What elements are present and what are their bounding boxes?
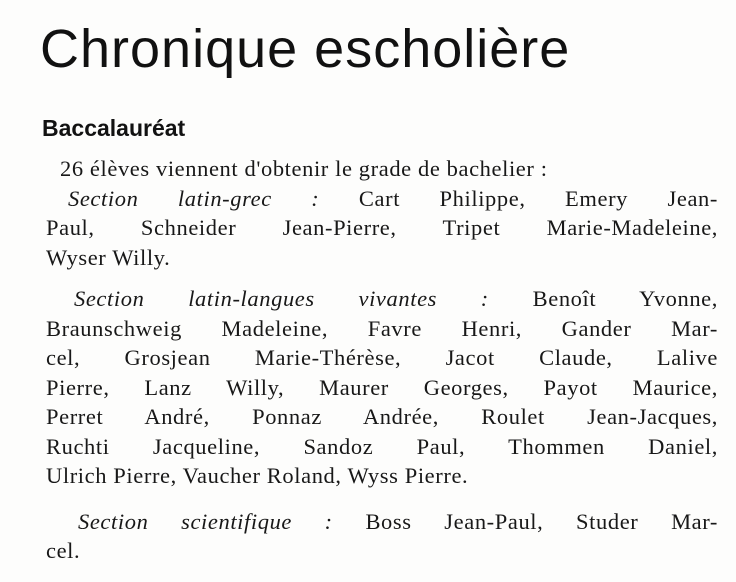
section-langues-line-2: Braunschweig Madeleine, Favre Henri, Gander Mar-: [46, 315, 718, 341]
section-heading: Baccalauréat: [42, 115, 186, 141]
section-scientifique-line-1: [46, 507, 718, 537]
names-text: Benoît Yvonne,: [488, 286, 718, 311]
paragraph-gap: [46, 272, 718, 284]
section-label: Section latin-langues vivantes :: [74, 286, 489, 311]
section-langues-line-5: Perret André, Ponnaz Andrée, Roulet Jean-Jacques,: [46, 404, 718, 429]
section-langues-line-4: Pierre, Lanz Willy, Maurer Georges, Payot Maurice,: [46, 374, 718, 400]
section-label: Section latin-grec :: [68, 185, 320, 211]
section-latin-grec-line-2: Paul, Schneider Jean-Pierre, Tripet Marie-Madeleine,: [46, 215, 718, 240]
article-body: [46, 154, 718, 566]
section-langues-line-1: [46, 284, 718, 314]
section-latin-grec-line-3: Wyser Willy.: [46, 244, 171, 270]
section-langues-line-6: Ruchti Jacqueline, Sandoz Paul, Thommen Daniel,: [46, 433, 718, 459]
page-title: Chronique escholière: [40, 19, 571, 79]
section-scientifique-line-2: cel.: [46, 538, 81, 563]
names-text: Cart Philippe, Emery Jean-: [319, 185, 719, 211]
paragraph-gap: [46, 491, 718, 507]
section-latin-grec-line-1: [46, 184, 718, 214]
section-langues-line-3: cel, Grosjean Marie-Thérèse, Jacot Claude, Lalive: [46, 345, 718, 370]
names-text: Boss Jean-Paul, Studer Mar-: [332, 508, 718, 534]
intro-line: 26 élèves viennent d'obtenir le grade de bachelier :: [60, 156, 548, 181]
section-label: Section scientifique :: [78, 508, 333, 534]
section-langues-line-7: Ulrich Pierre, Vaucher Roland, Wyss Pierre.: [46, 463, 469, 488]
